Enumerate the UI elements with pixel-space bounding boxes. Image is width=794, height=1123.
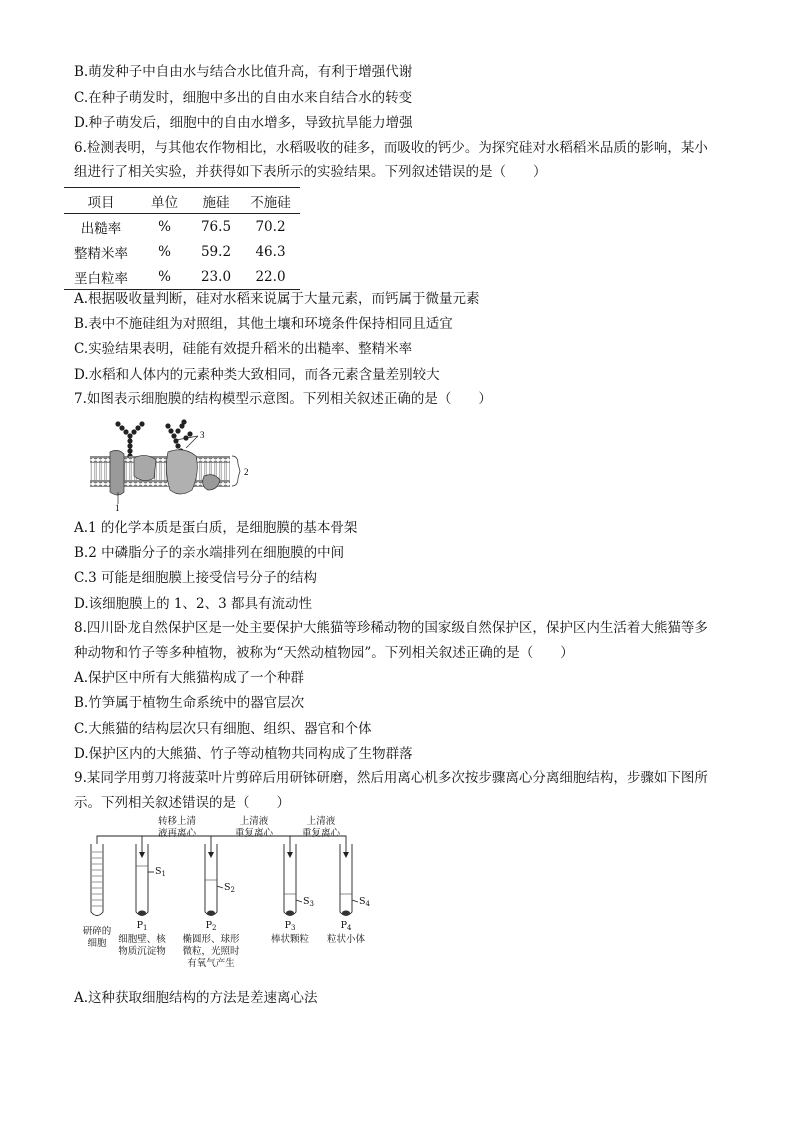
label-p3 — [268, 920, 312, 946]
q7-option-d: D.该细胞膜上的 1、2、3 都具有流动性 — [74, 596, 312, 612]
p1-desc-line2: 物质沉淀物 — [118, 946, 166, 957]
q6-stem-line-1: 6.检测表明，与其他农作物相比，水稻吸收的硅多，而吸收的钙少。为探究硅对水稻稻米品质的影响，某小 — [74, 140, 708, 156]
label-p1 — [116, 920, 168, 958]
p2-desc-line1: 椭圆形、球形 — [182, 934, 240, 945]
table-cell: % — [158, 218, 171, 235]
table-header-row — [64, 188, 300, 214]
table-cell: % — [158, 243, 171, 260]
table-cell: 出糙率 — [80, 220, 122, 237]
q5-option-c: C.在种子萌发时，细胞中多出的自由水来自结合水的转变 — [74, 90, 413, 106]
q9-stem-line-1: 9.某同学用剪刀将菠菜叶片剪碎后用研钵研磨，然后用离心机多次按步骤离心分离细胞结构，步骤如下图所 — [74, 770, 708, 786]
q5-option-b: B.萌发种子中自由水与结合水比值升高，有利于增强代谢 — [74, 64, 413, 80]
cell-membrane-diagram — [88, 418, 253, 512]
s1-subscript: 1 — [161, 870, 166, 878]
table-row — [64, 239, 300, 264]
step-label-2 — [235, 816, 273, 840]
s3-text: S — [303, 896, 310, 907]
q8-option-a: A.保护区中所有大熊猫构成了一个种群 — [74, 670, 305, 686]
p4-desc-line1: 粒状小体 — [326, 934, 365, 945]
ground-cells-line2: 细胞 — [87, 938, 107, 949]
step-label-3-line1: 上清液 — [306, 816, 336, 827]
p1-subscript: 1 — [142, 924, 148, 932]
table-cell: 22.0 — [255, 268, 286, 285]
s2-text: S — [224, 882, 231, 893]
p2-text: P — [205, 920, 212, 931]
p4-text: P — [340, 920, 347, 931]
q8-stem-line-2: 种动物和竹子等多种植物，被称为“天然动植物园”。下列相关叙述正确的是（ ） — [74, 645, 574, 661]
p2-subscript: 2 — [211, 924, 217, 932]
q8-option-d: D.保护区内的大熊猫、竹子等动植物共同构成了生物群落 — [74, 746, 413, 762]
q9-stem-line-2: 示。下列相关叙述错误的是（ ） — [74, 795, 290, 811]
table-header-cell: 单位 — [138, 188, 191, 214]
glycoprotein-chain-right — [165, 419, 192, 453]
table-cell: 46.3 — [255, 243, 286, 260]
table-cell: 70.2 — [255, 218, 286, 235]
s4-subscript: 4 — [365, 900, 370, 908]
step-label-2-line2: 重复离心 — [235, 828, 274, 839]
step-label-2-line1: 上清液 — [239, 816, 269, 827]
label-p4 — [324, 920, 368, 946]
centrifugation-diagram — [78, 816, 378, 982]
q7-option-a: A.1 的化学本质是蛋白质，是细胞膜的基本骨架 — [74, 520, 358, 536]
table-cell: % — [158, 268, 171, 285]
q8-option-b: B.竹笋属于植物生命系统中的器官层次 — [74, 695, 305, 711]
q7-option-c: C.3 可能是细胞膜上接受信号分子的结构 — [74, 570, 318, 586]
q8-option-c: C.大熊猫的结构层次只有细胞、组织、器官和个体 — [74, 721, 372, 737]
q6-stem-line-2: 组进行了相关实验，并获得如下表所示的实验结果。下列叙述错误的是（ ） — [74, 164, 547, 180]
ground-cells-line1: 研碎的 — [82, 926, 112, 937]
membrane-label-2: 2 — [244, 467, 249, 477]
p3-text: P — [284, 920, 291, 931]
q6-data-table — [64, 187, 300, 290]
label-s1 — [155, 866, 166, 880]
table-header-cell: 项目 — [64, 188, 138, 214]
s4-text: S — [359, 896, 366, 907]
p3-subscript: 3 — [290, 924, 296, 932]
step-label-1 — [158, 816, 196, 840]
step-label-3-line2: 重复离心 — [302, 828, 341, 839]
tube-ground-cells — [91, 844, 103, 916]
table-cell: 76.5 — [200, 218, 232, 235]
p1-text: P — [136, 920, 143, 931]
step-label-3 — [302, 816, 340, 840]
membrane-label-1: 1 — [115, 503, 120, 512]
step-label-1-line2: 液再离心 — [158, 828, 197, 839]
q6-option-b: B.表中不施硅组为对照组，其他土壤和环境条件保持相同且适宜 — [74, 316, 453, 332]
s1-text: S — [155, 866, 162, 877]
q6-option-a: A.根据吸收量判断，硅对水稻来说属于大量元素，而钙属于微量元素 — [74, 291, 480, 307]
table-cell: 59.2 — [200, 243, 232, 260]
q6-option-c: C.实验结果表明，硅能有效提升稻米的出糙率、整精米率 — [74, 341, 413, 357]
s2-subscript: 2 — [230, 886, 235, 894]
p2-desc-line2: 微粒，光照时 — [182, 946, 240, 957]
membrane-label-3: 3 — [200, 430, 205, 440]
label-p2 — [181, 920, 241, 970]
table-row — [64, 214, 300, 240]
p1-desc-line1: 细胞壁、核 — [118, 934, 166, 945]
step-label-1-line1: 转移上清 — [158, 816, 197, 827]
q9-option-a: A.这种获取细胞结构的方法是差速离心法 — [74, 990, 318, 1006]
label-s4 — [359, 896, 370, 910]
table-cell: 垩白粒率 — [74, 270, 128, 287]
table-row — [64, 264, 300, 290]
q7-option-b: B.2 中磷脂分子的亲水端排列在细胞膜的中间 — [74, 545, 345, 561]
label-s3 — [303, 896, 314, 910]
p2-desc-line3: 有氧气产生 — [187, 958, 235, 969]
label-s2 — [224, 882, 235, 896]
s3-subscript: 3 — [309, 900, 314, 908]
table-cell: 整精米率 — [74, 245, 128, 262]
q8-stem-line-1: 8.四川卧龙自然保护区是一处主要保护大熊猫等珍稀动物的国家级自然保护区，保护区内生活着大熊猫等多 — [74, 620, 708, 636]
table-header-cell: 施硅 — [191, 188, 241, 214]
label-ground-cells — [80, 926, 114, 950]
q7-stem: 7.如图表示细胞膜的结构模型示意图。下列相关叙述正确的是（ ） — [74, 391, 492, 407]
p4-subscript: 4 — [346, 924, 352, 932]
q5-option-d: D.种子萌发后，细胞中的自由水增多，导致抗旱能力增强 — [74, 115, 413, 131]
p3-desc-line1: 棒状颗粒 — [270, 934, 309, 945]
table-header-cell: 不施硅 — [241, 188, 300, 214]
table-cell: 23.0 — [200, 268, 232, 285]
q6-option-d: D.水稻和人体内的元素种类大致相同，而各元素含量差别较大 — [74, 367, 440, 383]
